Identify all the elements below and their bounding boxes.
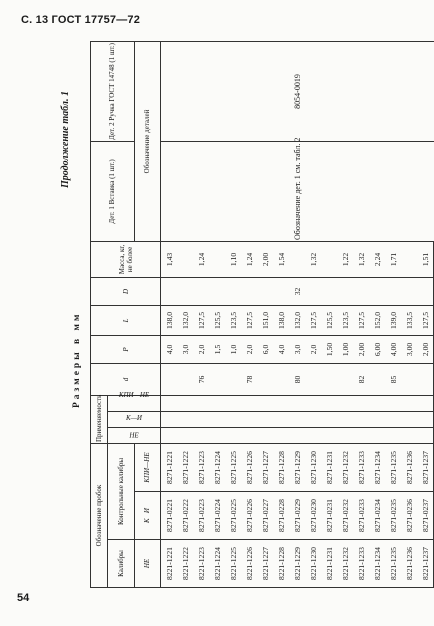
- cell-app: [193, 428, 209, 444]
- cell-app: [257, 412, 273, 428]
- cell-app: [209, 395, 225, 411]
- D-value: 32: [289, 277, 305, 305]
- cell-ne: 8221-1227: [257, 540, 273, 588]
- cell-mass: [177, 241, 193, 277]
- cell-ne: 8221-1233: [353, 540, 369, 588]
- cell-app: [353, 428, 369, 444]
- cell-d: [161, 363, 178, 395]
- cell-app: [225, 428, 241, 444]
- cell-ki: 8271-0232: [337, 492, 353, 540]
- cell-p: 4,00: [385, 335, 401, 363]
- cell-Dcol: [241, 277, 257, 305]
- cell-p: 1,5: [209, 335, 225, 363]
- cell-l: 127,5: [241, 305, 257, 335]
- cell-d: [417, 363, 434, 395]
- cell-app: [385, 395, 401, 411]
- page-number: 54: [17, 592, 30, 604]
- cell-app: [177, 395, 193, 411]
- cell-mass: 1,32: [353, 241, 369, 277]
- col-d: d: [91, 363, 161, 395]
- cell-mass: 1,51: [417, 241, 434, 277]
- cell-mass: 1,10: [225, 241, 241, 277]
- cell-d: [209, 363, 225, 395]
- cell-kpi: 8271-1233: [353, 444, 369, 492]
- cell-p: 6,0: [257, 335, 273, 363]
- cell-l: 125,5: [209, 305, 225, 335]
- cell-kpi: 8271-1237: [417, 444, 434, 492]
- cell-ki: 8271-0229: [289, 492, 305, 540]
- cell-app: [305, 395, 321, 411]
- cell-l: 139,0: [385, 305, 401, 335]
- cell-l: 123,5: [225, 305, 241, 335]
- cell-ne: 8221-1236: [401, 540, 417, 588]
- cell-Dcol: [209, 277, 225, 305]
- cell-app: [273, 428, 289, 444]
- cell-d: 85: [385, 363, 401, 395]
- cell-kpi: 8271-1228: [273, 444, 289, 492]
- cell-p: 3,0: [177, 335, 193, 363]
- cell-d: [225, 363, 241, 395]
- cell-kpi: 8271-1221: [161, 444, 178, 492]
- cell-kpi: 8271-1231: [321, 444, 337, 492]
- cell-l: 132,0: [289, 305, 305, 335]
- app-ne-label: НЕ: [129, 431, 139, 440]
- cell-p: 4,0: [273, 335, 289, 363]
- cell-app: [209, 428, 225, 444]
- cell-ki: 8271-0223: [193, 492, 209, 540]
- cell-app: [369, 428, 385, 444]
- cell-ne: 8221-1223: [193, 540, 209, 588]
- cell-kpi: 8271-1223: [193, 444, 209, 492]
- cell-l: 138,0: [161, 305, 178, 335]
- cell-mass: 1,22: [337, 241, 353, 277]
- cell-p: 2,00: [417, 335, 434, 363]
- continuation-label: Продолжение табл. 1: [60, 90, 71, 188]
- cell-app: [321, 428, 337, 444]
- cell-l: 127,5: [305, 305, 321, 335]
- cell-ne: 8221-1230: [305, 540, 321, 588]
- cell-kpi: 8271-1234: [369, 444, 385, 492]
- cell-kpi: 8271-1226: [241, 444, 257, 492]
- cell-app: [417, 428, 434, 444]
- cell-Dcol: [417, 277, 434, 305]
- cell-ki: 8271-0228: [273, 492, 289, 540]
- cell-app: [369, 395, 385, 411]
- cell-p: 2,00: [353, 335, 369, 363]
- cell-kpi: 8271-1236: [401, 444, 417, 492]
- cell-kpi: 8271-1225: [225, 444, 241, 492]
- cell-l: 123,5: [337, 305, 353, 335]
- cell-mass: 2,24: [369, 241, 385, 277]
- col-kpi: КПИ—НЕ: [134, 444, 161, 492]
- cell-ki: 8271-0221: [161, 492, 178, 540]
- cell-p: 3,0: [289, 335, 305, 363]
- col-mass: Масса, кг, не более: [91, 241, 161, 277]
- cell-Dcol: [305, 277, 321, 305]
- cell-app: [401, 428, 417, 444]
- cell-kpi: 8271-1224: [209, 444, 225, 492]
- cell-d: [273, 363, 289, 395]
- cell-p: 1,50: [321, 335, 337, 363]
- cell-Dcol: [321, 277, 337, 305]
- table-row: [161, 41, 178, 587]
- cell-ki: 8271-0226: [241, 492, 257, 540]
- cell-mass: [289, 241, 305, 277]
- cell-Dcol: [385, 277, 401, 305]
- cell-l: 133,5: [401, 305, 417, 335]
- cell-d: [337, 363, 353, 395]
- page-header: С. 13 ГОСТ 17757—72: [21, 14, 141, 26]
- app-ne: [108, 428, 161, 444]
- cell-ne: 8221-1234: [369, 540, 385, 588]
- cell-mass: [401, 241, 417, 277]
- cell-ne: 8221-1222: [177, 540, 193, 588]
- cell-ne: 8221-1226: [241, 540, 257, 588]
- det-designation-header: Обозначение деталей: [134, 41, 161, 241]
- cell-ne: 8221-1221: [161, 540, 178, 588]
- cell-l: 138,0: [273, 305, 289, 335]
- cell-Dcol: [401, 277, 417, 305]
- gauges-header: Калибры: [108, 540, 135, 588]
- cell-app: [321, 395, 337, 411]
- cell-app: [353, 395, 369, 411]
- det2-value: 8054-0019: [161, 41, 434, 141]
- cell-l: 132,0: [177, 305, 193, 335]
- cell-l: 127,5: [417, 305, 434, 335]
- app-ki: [108, 412, 161, 428]
- cell-l: 127,5: [193, 305, 209, 335]
- cell-ki: 8271-0225: [225, 492, 241, 540]
- cell-app: [369, 412, 385, 428]
- cell-kpi: 8271-1229: [289, 444, 305, 492]
- cell-d: [369, 363, 385, 395]
- rotated-table-page: [60, 42, 430, 588]
- cell-kpi: 8271-1230: [305, 444, 321, 492]
- cell-app: [193, 395, 209, 411]
- cell-app: [241, 428, 257, 444]
- cell-Dcol: [161, 277, 178, 305]
- cell-d: [321, 363, 337, 395]
- cell-mass: 1,71: [385, 241, 401, 277]
- cell-l: 125,5: [321, 305, 337, 335]
- cell-kpi: 8271-1232: [337, 444, 353, 492]
- cell-p: 2,0: [305, 335, 321, 363]
- cell-Dcol: [369, 277, 385, 305]
- table-body: [161, 41, 434, 587]
- col-ki: [134, 492, 161, 540]
- cell-p: 1,00: [337, 335, 353, 363]
- cell-app: [273, 395, 289, 411]
- cell-ne: 8221-1229: [289, 540, 305, 588]
- cell-ne: 8221-1231: [321, 540, 337, 588]
- cell-ki: 8271-0237: [417, 492, 434, 540]
- col-k-label: К: [143, 518, 152, 523]
- cell-app: [193, 412, 209, 428]
- cell-kpi: 8271-1227: [257, 444, 273, 492]
- cell-ki: 8271-0236: [401, 492, 417, 540]
- cell-mass: 1,24: [193, 241, 209, 277]
- cell-ne: 8221-1225: [225, 540, 241, 588]
- app-kpi-label: КПИ—НЕ: [118, 390, 150, 399]
- control-header: Контрольные калибры: [108, 444, 135, 540]
- det1-note: Обозначение дет. 1 см. табл. 2: [161, 141, 434, 241]
- col-D: D: [91, 277, 161, 305]
- cell-app: [289, 412, 305, 428]
- col-det2: Дет. 2 Ручка ГОСТ 14748 (1 шт.): [91, 41, 135, 141]
- cell-Dcol: [193, 277, 209, 305]
- cell-p: 2,0: [241, 335, 257, 363]
- cell-l: 127,5: [353, 305, 369, 335]
- cell-app: [321, 412, 337, 428]
- cell-ki: 8271-0230: [305, 492, 321, 540]
- cell-d: 82: [353, 363, 369, 395]
- cell-p: 3,00: [401, 335, 417, 363]
- cell-ki: 8271-0233: [353, 492, 369, 540]
- cell-Dcol: [177, 277, 193, 305]
- cell-mass: 1,24: [241, 241, 257, 277]
- cell-ne: 8221-1232: [337, 540, 353, 588]
- cell-d: 78: [241, 363, 257, 395]
- cell-d: 80: [289, 363, 305, 395]
- cell-app: [161, 412, 178, 428]
- cell-p: 4,0: [161, 335, 178, 363]
- cell-app: [209, 412, 225, 428]
- cell-ki: 8271-0227: [257, 492, 273, 540]
- cell-app: [177, 412, 193, 428]
- cell-app: [225, 395, 241, 411]
- cell-ne: 8221-1235: [385, 540, 401, 588]
- cell-ne: 8221-1224: [209, 540, 225, 588]
- cell-app: [401, 395, 417, 411]
- cell-kpi: 8271-1235: [385, 444, 401, 492]
- cell-mass: [321, 241, 337, 277]
- cell-ki: 8271-0234: [369, 492, 385, 540]
- applicability-header: Применяемость: [91, 395, 108, 443]
- cell-app: [161, 395, 178, 411]
- cell-app: [241, 395, 257, 411]
- cell-app: [337, 412, 353, 428]
- cell-app: [289, 395, 305, 411]
- cell-app: [273, 412, 289, 428]
- cell-app: [353, 412, 369, 428]
- cell-app: [257, 428, 273, 444]
- col-p: P: [91, 335, 161, 363]
- col-det1: Дет. 1 Вставка (1 шт.): [91, 141, 135, 241]
- cell-ki: 8271-0235: [385, 492, 401, 540]
- cell-Dcol: [257, 277, 273, 305]
- cell-app: [257, 395, 273, 411]
- cell-ki: 8271-0231: [321, 492, 337, 540]
- col-l: L: [91, 305, 161, 335]
- cell-ki: 8271-0222: [177, 492, 193, 540]
- cell-app: [385, 428, 401, 444]
- cell-mass: 1,32: [305, 241, 321, 277]
- cell-l: 151,0: [257, 305, 273, 335]
- col-ne: НЕ: [134, 540, 161, 588]
- cell-app: [177, 428, 193, 444]
- app-ki-label: К—И: [126, 414, 142, 423]
- cell-d: [177, 363, 193, 395]
- cell-mass: [209, 241, 225, 277]
- cell-app: [289, 428, 305, 444]
- cell-app: [417, 412, 434, 428]
- cell-app: [337, 395, 353, 411]
- cell-p: 2,0: [193, 335, 209, 363]
- designation-header: Обозначение пробок: [91, 444, 108, 588]
- cell-mass: 1,54: [273, 241, 289, 277]
- cell-d: [257, 363, 273, 395]
- col-i-label: И: [143, 508, 152, 514]
- cell-app: [385, 412, 401, 428]
- cell-kpi: 8271-1222: [177, 444, 193, 492]
- cell-mass: 1,43: [161, 241, 178, 277]
- cell-app: [161, 428, 178, 444]
- cell-app: [401, 412, 417, 428]
- cell-app: [305, 428, 321, 444]
- cell-p: 6,00: [369, 335, 385, 363]
- cell-p: 1,0: [225, 335, 241, 363]
- cell-app: [417, 395, 434, 411]
- cell-ne: 8221-1237: [417, 540, 434, 588]
- gauge-table: [90, 41, 434, 588]
- cell-Dcol: [225, 277, 241, 305]
- cell-app: [225, 412, 241, 428]
- cell-d: [305, 363, 321, 395]
- cell-ki: 8271-0224: [209, 492, 225, 540]
- cell-Dcol: [353, 277, 369, 305]
- cell-app: [305, 412, 321, 428]
- cell-Dcol: [337, 277, 353, 305]
- cell-ne: 8221-1228: [273, 540, 289, 588]
- sizes-title: Размеры в мм: [72, 311, 82, 408]
- cell-app: [241, 412, 257, 428]
- cell-d: [401, 363, 417, 395]
- cell-d: 76: [193, 363, 209, 395]
- cell-Dcol: [273, 277, 289, 305]
- cell-l: 152,0: [369, 305, 385, 335]
- cell-app: [337, 428, 353, 444]
- cell-mass: 2,00: [257, 241, 273, 277]
- app-kpi: [108, 390, 161, 411]
